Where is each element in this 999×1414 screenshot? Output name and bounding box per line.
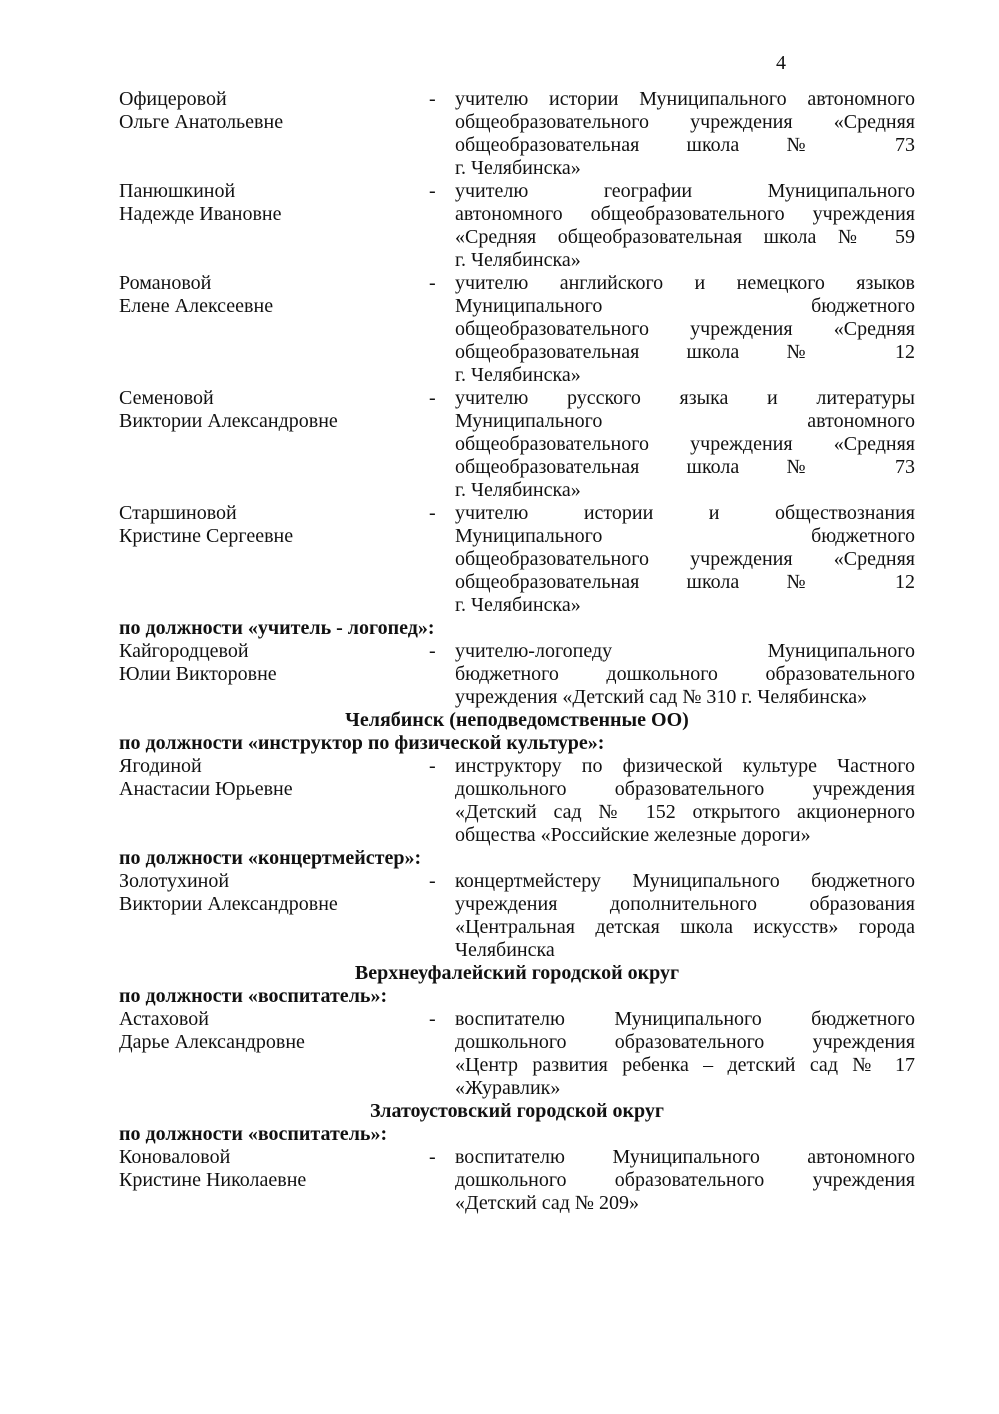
award-entry	[119, 640, 915, 709]
position-description	[455, 870, 915, 962]
position-description	[455, 1146, 915, 1215]
person-name-line: Семеновой	[119, 387, 214, 409]
description-line: «Центральная детская школа искусств» города	[455, 916, 915, 938]
description-line: воспитателю Муниципального бюджетного	[455, 1008, 915, 1030]
description-line: общеобразовательного учреждения «Средняя	[455, 111, 915, 133]
person-name	[119, 1146, 429, 1192]
description-line: учителю истории Муниципального автономного	[455, 88, 915, 110]
person-name-line: Анастасии Юрьевне	[119, 778, 293, 800]
dash-separator: -	[429, 1008, 436, 1030]
position-description	[455, 272, 915, 387]
person-name-line: Панюшкиной	[119, 180, 236, 202]
person-name	[119, 755, 429, 801]
dash-separator: -	[429, 1146, 436, 1168]
description-line: общеобразовательная школа № 73	[455, 456, 915, 478]
person-name-line: Романовой	[119, 272, 212, 294]
description-line: учителю английского и немецкого языков	[455, 272, 915, 294]
page-number: 4	[776, 52, 786, 74]
person-name	[119, 502, 429, 548]
description-line: общества «Российские железные дороги»	[455, 824, 811, 846]
person-name	[119, 387, 429, 433]
position-heading: по должности «учитель - логопед»:	[119, 617, 435, 639]
dash-separator: -	[429, 387, 436, 409]
description-line: Муниципального бюджетного	[455, 525, 915, 547]
district-heading: Златоустовский городской округ	[370, 1100, 664, 1122]
person-name-line: Юлии Викторовне	[119, 663, 277, 685]
person-name-line: Ольге Анатольевне	[119, 111, 284, 133]
description-line: концертмейстеру Муниципального бюджетного	[455, 870, 915, 892]
person-name	[119, 272, 429, 318]
description-line: воспитателю Муниципального автономного	[455, 1146, 915, 1168]
person-name-line: Кристине Сергеевне	[119, 525, 294, 547]
description-line: инструктору по физической культуре Частного	[455, 755, 915, 777]
position-heading: по должности «инструктор по физической культуре»:	[119, 732, 605, 754]
description-line: общеобразовательного учреждения «Средняя	[455, 433, 915, 455]
description-line: учителю географии Муниципального	[455, 180, 915, 202]
person-name	[119, 870, 429, 916]
person-name-line: Золотухиной	[119, 870, 230, 892]
award-entry	[119, 502, 915, 617]
person-name-line: Дарье Александровне	[119, 1031, 305, 1053]
person-name-line: Надежде Ивановне	[119, 203, 282, 225]
description-line: Муниципального бюджетного	[455, 295, 915, 317]
description-line: учителю русского языка и литературы	[455, 387, 915, 409]
description-line: г. Челябинска»	[455, 249, 581, 271]
person-name-line: Ягодиной	[119, 755, 202, 777]
position-description	[455, 180, 915, 272]
description-line: г. Челябинска»	[455, 157, 581, 179]
award-entry	[119, 180, 915, 272]
dash-separator: -	[429, 640, 436, 662]
position-description	[455, 755, 915, 847]
description-line: учителю-логопеду Муниципального	[455, 640, 915, 662]
award-entry	[119, 272, 915, 387]
description-line: общеобразовательная школа № 12	[455, 341, 915, 363]
description-line: общеобразовательного учреждения «Средняя	[455, 548, 915, 570]
description-line: дошкольного образовательного учреждения	[455, 1031, 915, 1053]
person-name-line: Астаховой	[119, 1008, 209, 1030]
person-name-line: Виктории Александровне	[119, 410, 338, 432]
description-line: Челябинска	[455, 939, 555, 961]
description-line: общеобразовательного учреждения «Средняя	[455, 318, 915, 340]
description-line: «Центр развития ребенка – детский сад № 17	[455, 1054, 915, 1076]
position-heading: по должности «воспитатель»:	[119, 1123, 388, 1145]
person-name	[119, 180, 429, 226]
award-entry	[119, 387, 915, 502]
description-line: общеобразовательная школа № 73	[455, 134, 915, 156]
dash-separator: -	[429, 272, 436, 294]
description-line: учреждения дополнительного образования	[455, 893, 915, 915]
award-entry	[119, 870, 915, 962]
description-line: дошкольного образовательного учреждения	[455, 1169, 915, 1191]
person-name-line: Коноваловой	[119, 1146, 231, 1168]
award-entry	[119, 1008, 915, 1100]
dash-separator: -	[429, 870, 436, 892]
position-description	[455, 88, 915, 180]
person-name-line: Старшиновой	[119, 502, 237, 524]
description-line: автономного общеобразовательного учреждения	[455, 203, 915, 225]
position-heading: по должности «воспитатель»:	[119, 985, 388, 1007]
dash-separator: -	[429, 755, 436, 777]
description-line: «Средняя общеобразовательная школа № 59	[455, 226, 915, 248]
person-name-line: Виктории Александровне	[119, 893, 338, 915]
position-description	[455, 1008, 915, 1100]
district-heading: Верхнеуфалейский городской округ	[354, 962, 680, 984]
person-name	[119, 640, 429, 686]
person-name	[119, 1008, 429, 1054]
description-line: дошкольного образовательного учреждения	[455, 778, 915, 800]
person-name-line: Офицеровой	[119, 88, 227, 110]
person-name-line: Кристине Николаевне	[119, 1169, 307, 1191]
document-body	[119, 88, 915, 1215]
award-entry	[119, 755, 915, 847]
person-name-line: Кайгородцевой	[119, 640, 249, 662]
description-line: Муниципального автономного	[455, 410, 915, 432]
dash-separator: -	[429, 502, 436, 524]
person-name	[119, 88, 429, 134]
dash-separator: -	[429, 88, 436, 110]
description-line: «Детский сад № 209»	[455, 1192, 640, 1214]
description-line: г. Челябинска»	[455, 364, 581, 386]
award-entry	[119, 88, 915, 180]
position-heading: по должности «концертмейстер»:	[119, 847, 422, 869]
position-description	[455, 387, 915, 502]
description-line: «Журавлик»	[455, 1077, 561, 1099]
description-line: учреждения «Детский сад № 310 г. Челябинска»	[455, 686, 868, 708]
description-line: г. Челябинска»	[455, 479, 581, 501]
dash-separator: -	[429, 180, 436, 202]
position-description	[455, 640, 915, 709]
position-description	[455, 502, 915, 617]
description-line: учителю истории и обществознания	[455, 502, 915, 524]
description-line: г. Челябинска»	[455, 594, 581, 616]
description-line: бюджетного дошкольного образовательного	[455, 663, 915, 685]
description-line: общеобразовательная школа № 12	[455, 571, 915, 593]
description-line: «Детский сад № 152 открытого акционерного	[455, 801, 915, 823]
person-name-line: Елене Алексеевне	[119, 295, 274, 317]
district-heading: Челябинск (неподведомственные ОО)	[345, 709, 689, 731]
award-entry	[119, 1146, 915, 1215]
